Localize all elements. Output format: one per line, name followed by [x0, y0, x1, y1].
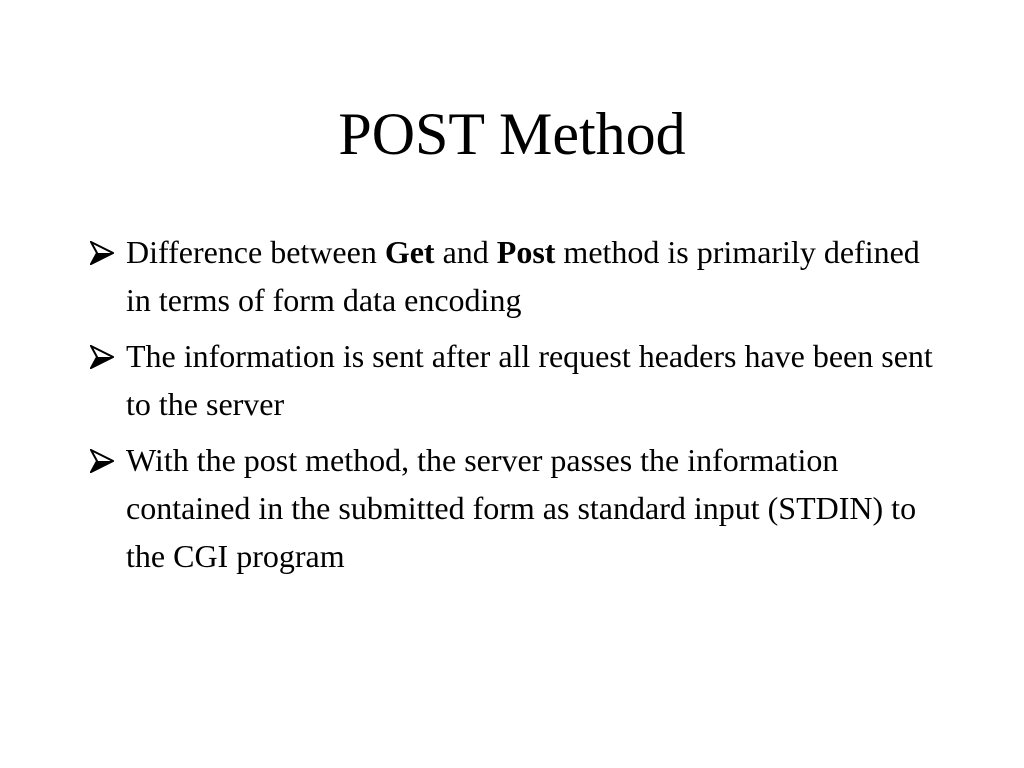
- bullet-item: [88, 436, 948, 580]
- bullet-text: [126, 338, 933, 422]
- arrowhead-bullet-icon: [88, 228, 120, 276]
- bullet-item: [88, 228, 948, 324]
- bullet-text: [126, 234, 920, 318]
- bullet-segment: method is primarily defined in terms of form data encoding: [126, 234, 920, 318]
- arrowhead-bullet-icon: [88, 436, 120, 484]
- bullet-item: [88, 332, 948, 428]
- bullet-segment: The information is sent after all request headers have been sent to the server: [126, 338, 933, 422]
- bullet-segment: and: [434, 234, 497, 270]
- bullet-segment: With the post method, the server passes the information contained in the submitted form as standard input (STDIN) to the CGI program: [126, 442, 917, 574]
- arrowhead-bullet-icon-graphic: [90, 345, 114, 369]
- arrowhead-bullet-icon-graphic: [90, 241, 114, 265]
- slide-title: POST Method: [338, 101, 686, 167]
- bullet-segment: Difference between: [126, 234, 385, 270]
- post-keyword: Post: [496, 234, 556, 270]
- arrowhead-bullet-icon: [88, 332, 120, 380]
- bullet-text: [126, 442, 916, 574]
- bullet-list: [88, 228, 948, 588]
- arrowhead-bullet-icon-graphic: [90, 449, 114, 473]
- get-keyword: Get: [384, 234, 435, 270]
